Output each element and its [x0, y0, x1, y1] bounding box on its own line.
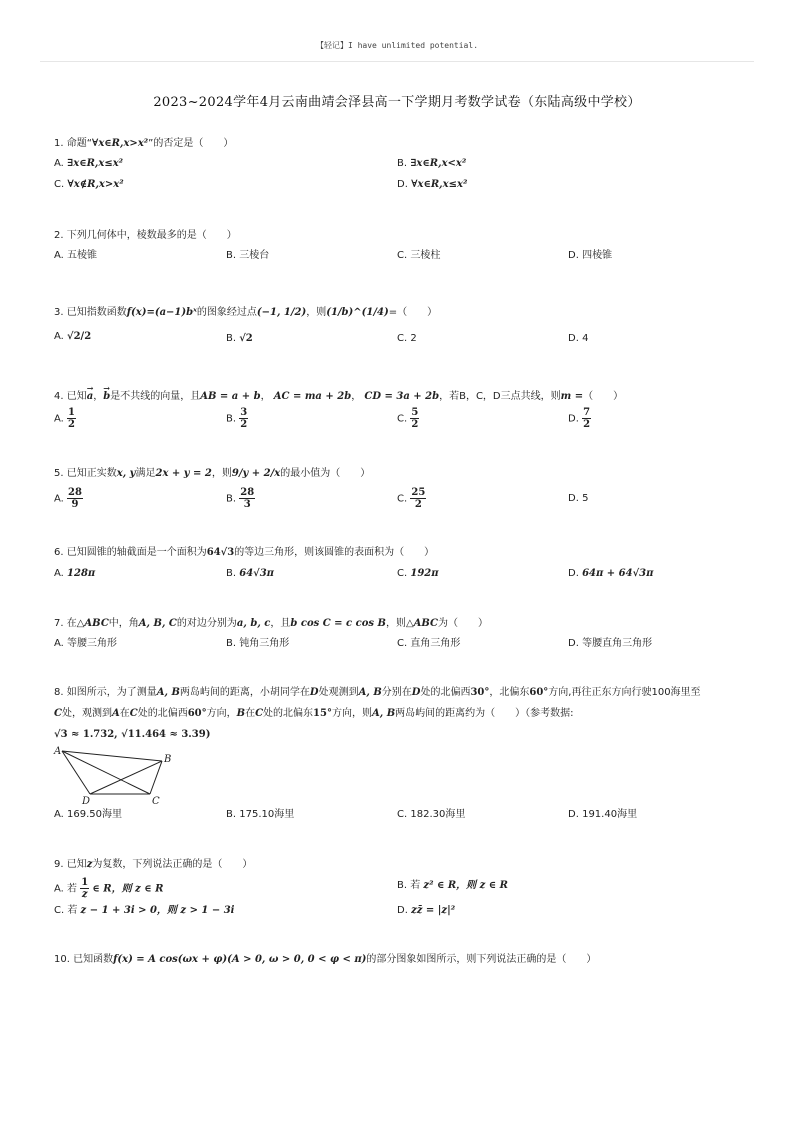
option-label: B.: [226, 493, 237, 505]
page-header: 【轻记】I have unlimited potential.: [315, 41, 479, 50]
q4-option-b[interactable]: [226, 407, 248, 430]
option-label: B.: [397, 880, 408, 891]
option-text: 若: [67, 883, 78, 895]
q2-option-d[interactable]: [568, 249, 612, 263]
q8-text: 两岛屿间的距离，小胡同学在: [179, 687, 310, 698]
option-label: B.: [226, 809, 237, 820]
option-label: A.: [54, 158, 64, 169]
q4-option-a[interactable]: [54, 407, 76, 430]
q2-option-a[interactable]: [54, 249, 97, 263]
option-label: C.: [397, 568, 408, 579]
numerator: 7: [583, 407, 591, 418]
q1-option-a[interactable]: [54, 157, 123, 171]
question-1: [54, 137, 233, 151]
segment-ab: [62, 751, 162, 761]
option-label: C.: [397, 638, 408, 649]
option-text: 四棱锥: [582, 250, 613, 261]
numerator: 28: [240, 487, 255, 498]
q6-prefix: 6. 已知圆锥的轴截面是一个面积为: [54, 547, 207, 558]
q9-option-a[interactable]: [54, 877, 163, 900]
denominator: 2: [414, 499, 422, 510]
option-label: B.: [226, 638, 237, 649]
question-6: [54, 546, 434, 560]
header-divider: [40, 61, 754, 62]
q3-option-c[interactable]: [397, 332, 417, 346]
q8-text: 处的北偏东: [263, 708, 314, 719]
q8-text: 两岛屿间的距离约为（ ）（参考数据:: [395, 708, 574, 719]
fraction: [67, 407, 76, 430]
fraction: [582, 407, 591, 430]
option-label: A.: [54, 493, 64, 505]
q8-text: 处的北偏西: [420, 687, 471, 698]
q8-option-c[interactable]: [397, 808, 465, 822]
option-text: 175.10海里: [239, 809, 295, 820]
option-text: 191.40海里: [582, 809, 638, 820]
q7-text1: 中，角: [108, 618, 139, 629]
q4-text2: ，若B，C，D三点共线，则: [439, 391, 561, 402]
question-5: [54, 467, 370, 481]
numerator: 5: [411, 407, 419, 418]
numerator: 3: [240, 407, 248, 418]
q1-option-b[interactable]: [397, 157, 466, 171]
option-label: A.: [54, 883, 64, 895]
q8-math: 60°: [187, 708, 207, 719]
option-text: 169.50海里: [67, 809, 123, 820]
q3-prefix: 3. 已知指数函数: [54, 307, 127, 318]
option-math: 192π: [410, 568, 439, 579]
q3-expr: (1/b)^(1/4): [326, 307, 389, 318]
q3-func: f(x)=(a−1)bˣ: [126, 307, 197, 318]
q3-after: ，则: [306, 307, 327, 318]
denominator: 9: [71, 499, 79, 510]
q1-option-c[interactable]: [54, 178, 124, 192]
numerator: 28: [68, 487, 82, 498]
q4-text1: 是不共线的向量，且: [110, 391, 201, 402]
q7-cond: b cos C = c cos B: [290, 618, 386, 629]
question-9: [54, 858, 252, 872]
q4-suffix: （ ）: [583, 391, 624, 402]
q7-option-b[interactable]: [226, 637, 289, 651]
option-label: D.: [568, 333, 579, 344]
q7-option-a[interactable]: [54, 637, 117, 651]
fraction: [410, 487, 426, 510]
fraction: [410, 407, 419, 430]
question-8-line-3: [54, 728, 210, 742]
question-4: 4. 已知→ a，→ b是不共线的向量，且AB = a + b， AC = ma + 2b， CD = 3a + 2b，若B，C，D三点共线，则m =（ ）: [54, 390, 623, 404]
q4-m: m =: [560, 391, 584, 402]
q6-area: 64√3: [206, 547, 235, 558]
option-math: 64√3π: [239, 568, 274, 579]
option-label: C.: [397, 250, 408, 261]
question-3: [54, 306, 437, 320]
q8-math: C: [255, 708, 264, 719]
q5-cond: 2x + y = 2: [155, 468, 212, 479]
q7-tri2: △ABC: [405, 618, 438, 629]
q3-mid: 的图象经过点: [196, 307, 257, 318]
option-label: B.: [397, 158, 408, 169]
option-label: C.: [397, 413, 408, 425]
q8-text: 处，观测到: [61, 708, 112, 719]
q8-option-d[interactable]: [568, 808, 637, 822]
q4-vec-cd: CD = 3a + 2b: [364, 391, 440, 402]
option-label: C.: [397, 333, 408, 344]
vector-a: → a: [87, 390, 93, 404]
q8-text: 在: [245, 708, 256, 719]
q9-option-b[interactable]: [397, 879, 508, 893]
question-2: 2. 下列几何体中，棱数最多的是（ ）: [54, 230, 237, 241]
option-math: ∀x∈R,x≤x²: [411, 179, 468, 190]
q8-math: B: [236, 708, 246, 719]
q8-text: 处观测到: [318, 687, 359, 698]
fraction: [80, 877, 89, 900]
q4-vec-ac: AC = ma + 2b: [273, 391, 352, 402]
option-text: 钝角三角形: [239, 638, 290, 649]
q9-z: z: [86, 859, 93, 870]
option-text: 等腰三角形: [67, 638, 118, 649]
q8-text: 在: [119, 708, 130, 719]
q6-option-d[interactable]: [568, 567, 653, 581]
q8-text: 8. 如图所示，为了测量: [54, 687, 157, 698]
segment-bd: [90, 761, 162, 794]
option-label: C.: [397, 809, 408, 820]
label-a: A: [54, 746, 62, 757]
q8-math: D: [309, 687, 319, 698]
q8-text: 处的北偏西: [137, 708, 188, 719]
option-math: ∃x∈R,x≤x²: [67, 158, 124, 169]
q8-text: 方向,再往正东方向行驶100海里至: [548, 687, 701, 698]
q9-suffix: 为复数，下列说法正确的是（ ）: [92, 859, 253, 870]
question-8-line-2: [54, 707, 574, 721]
option-math: zz̄ = |z|²: [411, 905, 456, 916]
numerator: 1: [68, 407, 75, 418]
option-math: 128π: [67, 568, 96, 579]
option-label: C.: [54, 179, 65, 190]
q9-option-d[interactable]: [397, 904, 455, 918]
option-label: A.: [54, 413, 64, 425]
q5-vars: x, y: [116, 468, 136, 479]
option-label: D.: [568, 493, 579, 504]
q8-math: 30°: [470, 687, 490, 698]
q8-math: D: [411, 687, 421, 698]
q7-angles: A, B, C: [138, 618, 177, 629]
option-text: 4: [582, 333, 589, 344]
q7-text3: ，且: [270, 618, 291, 629]
fraction: [239, 407, 248, 430]
q6-option-b[interactable]: [226, 567, 274, 581]
option-label: B.: [226, 413, 237, 425]
fraction: [67, 487, 83, 510]
q5-prefix: 5. 已知正实数: [54, 468, 117, 479]
q1-suffix: ”的否定是（ ）: [148, 138, 234, 149]
q3-option-d[interactable]: [568, 332, 588, 346]
q8-math: C: [129, 708, 138, 719]
option-math: ∀x∉R,x>x²: [67, 179, 124, 190]
q10-func: f(x) = A cos(ωx + φ)(A > 0, ω > 0, 0 < φ < π): [113, 954, 367, 965]
numerator: 25: [411, 487, 426, 498]
denominator: z: [81, 889, 88, 900]
q5-option-c[interactable]: [397, 487, 426, 510]
option-label: A.: [54, 638, 64, 649]
q10-prefix: 10. 已知函数: [54, 954, 114, 965]
q3-option-a[interactable]: [54, 330, 91, 344]
option-text: 三棱台: [239, 250, 270, 261]
option-math: √2: [239, 333, 253, 344]
q7-option-c[interactable]: [397, 637, 460, 651]
q6-option-a[interactable]: [54, 567, 95, 581]
vector-b: → b: [103, 390, 110, 404]
option-text: 5: [582, 493, 589, 504]
q5-option-d[interactable]: [568, 492, 588, 506]
question-8-line-1: [54, 686, 701, 700]
option-math: ∈ R，则 z ∈ R: [92, 883, 164, 895]
option-math: √2/2: [67, 331, 92, 342]
option-math: z − 1 + 3i > 0，则 z > 1 − 3i: [80, 905, 235, 916]
q5-option-a[interactable]: [54, 487, 83, 510]
denominator: 2: [411, 419, 419, 430]
q9-option-c[interactable]: [54, 904, 234, 918]
q5-text1: 满足: [135, 468, 156, 479]
denominator: 2: [240, 419, 248, 430]
q2-option-c[interactable]: [397, 249, 440, 263]
q7-suffix: 为（ ）: [437, 618, 488, 629]
option-label: D.: [568, 250, 579, 261]
option-label: B.: [226, 250, 237, 261]
q7-prefix: 7. 在: [54, 618, 77, 629]
q2-option-b[interactable]: [226, 249, 269, 263]
option-text: 2: [410, 333, 417, 344]
denominator: 2: [68, 419, 75, 430]
option-text: 182.30海里: [410, 809, 466, 820]
q4-option-d[interactable]: [568, 407, 591, 430]
q8-math: A, B: [358, 687, 382, 698]
q8-figure: [52, 744, 182, 808]
option-math: ∃x∈R,x<x²: [410, 158, 467, 169]
q8-option-a[interactable]: [54, 808, 122, 822]
q1-option-d[interactable]: [397, 178, 467, 192]
question-7: [54, 617, 488, 631]
option-label: D.: [568, 809, 579, 820]
q7-text4: ，则: [385, 618, 406, 629]
q7-tri: △ABC: [76, 618, 109, 629]
option-label: A.: [54, 250, 64, 261]
label-b: B: [164, 754, 172, 765]
q1-prefix: 1. 命题“: [54, 138, 92, 149]
option-label: D.: [568, 568, 579, 579]
q4-option-c[interactable]: [397, 407, 419, 430]
option-label: C.: [54, 905, 65, 916]
option-text: 若: [410, 880, 421, 891]
q4-sep: ，: [93, 391, 104, 402]
q5-suffix: 的最小值为（ ）: [280, 468, 371, 479]
q8-math: 60°: [529, 687, 549, 698]
q3-point: (−1, 1/2): [256, 307, 307, 318]
q6-option-c[interactable]: [397, 567, 439, 581]
q9-prefix: 9. 已知: [54, 859, 87, 870]
option-text: 直角三角形: [410, 638, 461, 649]
option-label: B.: [226, 568, 237, 579]
label-c: C: [152, 796, 160, 807]
option-math: 64π + 64√3π: [582, 568, 654, 579]
option-text: 五棱锥: [67, 250, 98, 261]
option-label: D.: [397, 179, 408, 190]
q8-reference: √3 ≈ 1.732, √11.464 ≈ 3.39): [54, 729, 211, 740]
q3-suffix: =（ ）: [388, 307, 438, 318]
q4-vec-ab: AB = a + b: [200, 391, 261, 402]
q8-text: ，北偏东: [489, 687, 530, 698]
q8-math: C: [54, 708, 62, 719]
q8-math: A, B: [371, 708, 396, 719]
q8-math: A: [111, 708, 120, 719]
q8-math: A, B: [156, 687, 180, 698]
denominator: 3: [243, 499, 251, 510]
label-d: D: [82, 796, 91, 807]
option-label: D.: [568, 413, 579, 425]
q6-suffix: 的等边三角形，则该圆锥的表面积为（ ）: [234, 547, 435, 558]
q8-text: 方向，则: [331, 708, 372, 719]
q8-math: 15°: [313, 708, 332, 719]
numerator: 1: [81, 877, 89, 888]
option-label: D.: [568, 638, 579, 649]
page-title: 2023~2024学年4月云南曲靖会泽县高一下学期月考数学试卷（东陆高级中学校）: [153, 95, 641, 110]
q8-option-b[interactable]: [226, 808, 294, 822]
q5-text2: ，则: [211, 468, 232, 479]
q10-suffix: 的部分图象如图所示，则下列说法正确的是（ ）: [366, 954, 597, 965]
q5-option-b[interactable]: [226, 487, 255, 510]
q7-option-d[interactable]: [568, 637, 652, 651]
option-text: 等腰直角三角形: [582, 638, 653, 649]
option-label: A.: [54, 809, 64, 820]
fraction: [239, 487, 255, 510]
q8-text: 方向，: [206, 708, 237, 719]
option-label: A.: [54, 331, 64, 342]
q7-sides: a, b, c: [236, 618, 271, 629]
option-label: A.: [54, 568, 64, 579]
denominator: 2: [583, 419, 591, 430]
q5-expr: 9/y + 2/x: [231, 468, 281, 479]
option-text: 三棱柱: [410, 250, 441, 261]
option-math: z² ∈ R，则 z ∈ R: [423, 880, 508, 891]
q4-prefix: 4. 已知: [54, 391, 87, 402]
option-label: B.: [226, 333, 237, 344]
option-label: C.: [397, 493, 408, 505]
question-10: [54, 953, 596, 967]
q1-math: ∀x∈R,x>x²: [91, 138, 149, 149]
q8-text: 分别在: [381, 687, 412, 698]
option-text: 若: [67, 905, 78, 916]
option-label: D.: [397, 905, 408, 916]
q3-option-b[interactable]: [226, 332, 253, 346]
q7-text2: 的对边分别为: [176, 618, 237, 629]
